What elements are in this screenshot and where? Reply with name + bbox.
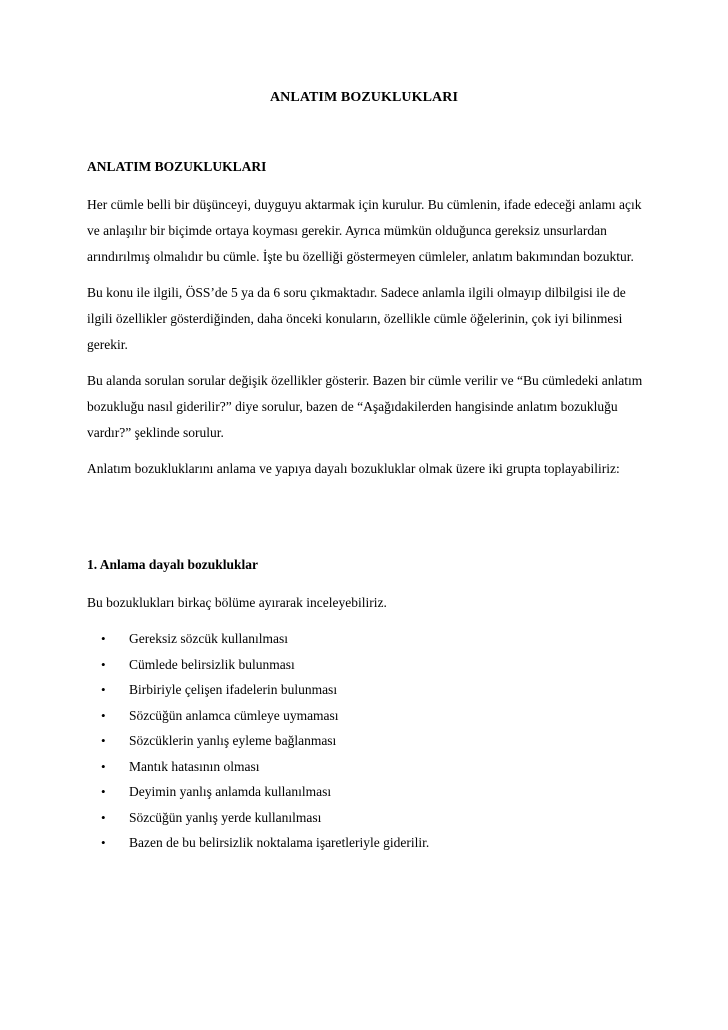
list-item	[87, 830, 647, 856]
bullet-list	[87, 626, 647, 856]
list-item	[87, 626, 647, 652]
bullet-icon: •	[101, 784, 106, 799]
paragraph-groups: Anlatım bozukluklarını anlama ve yapıya dayalı bozukluklar olmak üzere iki grupta toplayabiliriz:	[87, 461, 620, 476]
bullet-icon: •	[101, 733, 106, 748]
section-heading: ANLATIM BOZUKLUKLARI	[87, 159, 267, 174]
list-item	[87, 805, 647, 831]
blank-space	[87, 492, 647, 552]
paragraph-questions: Bu alanda sorulan sorular değişik özellikler gösterir. Bazen bir cümle verilir ve “Bu cümledeki anlatım bozukluğu nasıl giderilir?” diye sorulur, bazen de “Aşağıdakilerden hangisinde anlatım bozukluğu vardır?” şeklinde sorulur.	[87, 373, 643, 440]
list-item	[87, 703, 647, 729]
list-item	[87, 652, 647, 678]
list-item	[87, 754, 647, 780]
list-item-text: Bazen de bu belirsizlik noktalama işaretleriyle giderilir.	[129, 835, 430, 850]
list-item-text: Birbiriyle çelişen ifadelerin bulunması	[129, 682, 338, 697]
bullet-icon: •	[101, 656, 106, 672]
bullet-icon: •	[101, 809, 106, 825]
bullet-icon: •	[101, 682, 106, 697]
list-item	[87, 677, 647, 703]
bullet-icon: •	[101, 707, 106, 723]
list-item	[87, 779, 647, 805]
list-item-text: Sözcüklerin yanlış eyleme bağlanması	[129, 733, 337, 748]
subsection-intro: Bu bozuklukları birkaç bölüme ayırarak inceleyebiliriz.	[87, 595, 387, 610]
list-item-text: Sözcüğün anlamca cümleye uymaması	[129, 707, 339, 723]
list-item-text: Cümlede belirsizlik bulunması	[129, 656, 295, 672]
document-title: ANLATIM BOZUKLUKLARI	[269, 90, 459, 105]
bullet-icon: •	[101, 758, 106, 774]
list-item-text: Sözcüğün yanlış yerde kullanılması	[129, 809, 322, 825]
bullet-icon: •	[101, 631, 106, 646]
list-item-text: Gereksiz sözcük kullanılması	[129, 631, 288, 646]
list-item	[87, 728, 647, 754]
list-item-text: Mantık hatasının olması	[129, 758, 260, 774]
bullet-icon: •	[101, 835, 106, 850]
subsection-heading: 1. Anlama dayalı bozukluklar	[87, 557, 259, 572]
list-item-text: Deyimin yanlış anlamda kullanılması	[129, 784, 332, 799]
document-body	[87, 154, 647, 856]
paragraph-oss: Bu konu ile ilgili, ÖSS’de 5 ya da 6 soru çıkmaktadır. Sadece anlamla ilgili olmayıp dilbilgisi ile de ilgili özellikler gösterdiğinden, daha önceki konuların, özellikle cümle öğelerinin, çok iyi bilinmesi gerekir.	[87, 285, 626, 352]
paragraph-intro: Her cümle belli bir düşünceyi, duyguyu aktarmak için kurulur. Bu cümlenin, ifade edeceği anlamı açık ve anlaşılır bir biçimde ortaya koyması gerekir. Ayrıca mümkün olduğunca gereksiz unsurlardan arındırılmış olmalıdır bu cümle. İşte bu özelliği göstermeyen cümleler, anlatım bakımından bozuktur.	[87, 197, 642, 264]
